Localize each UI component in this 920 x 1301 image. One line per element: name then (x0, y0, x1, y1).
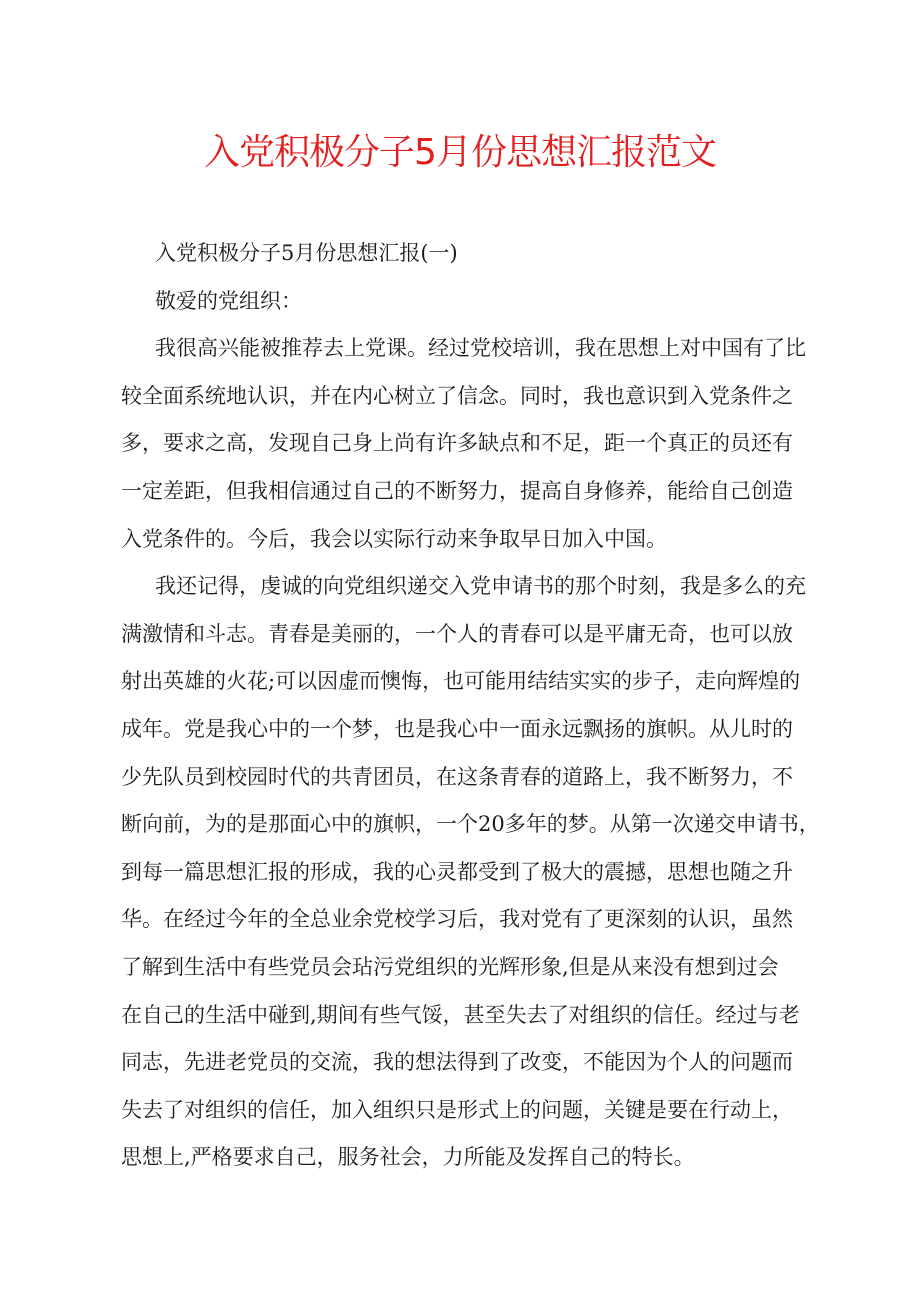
document-title: 入党积极分子5月份思想汇报范文 (204, 132, 716, 173)
paragraph-1-line: 较全面系统地认识，并在内心树立了信念。同时，我也意识到入党条件之 (121, 383, 793, 408)
paragraph-1 (121, 325, 806, 563)
paragraph-2-line: 成年。党是我心中的一个梦，也是我心中一面永远飘扬的旗帜。从儿时的 (121, 716, 793, 741)
document-subtitle: 入党积极分子5月份思想汇报(一) (155, 241, 458, 265)
paragraph-2-line: 到每一篇思想汇报的形成，我的心灵都受到了极大的震撼，思想也随之升 (121, 859, 793, 884)
paragraph-2-line: 失去了对组织的信任，加入组织只是形式上的问题，关键是要在行动上， (121, 1097, 793, 1122)
paragraph-2 (121, 563, 820, 1182)
paragraph-2-line: 少先队员到校园时代的共青团员，在这条青春的道路上，我不断努力，不 (121, 764, 793, 789)
paragraph-2-line: 华。在经过今年的全总业余党校学习后，我对党有了更深刻的认识，虽然 (121, 907, 793, 932)
paragraph-1-line: 我很高兴能被推荐去上党课。经过党校培训，我在思想上对中国有了比 (155, 336, 806, 361)
paragraph-2-line: 射出英雄的火花;可以因虚而懊悔，也可能用结结实实的步子，走向辉煌的 (121, 669, 801, 694)
paragraph-1-line: 一定差距，但我相信通过自己的不断努力，提高自身修养，能给自己创造 (121, 478, 793, 503)
paragraph-2-line: 我还记得，虔诚的向党组织递交入党申请书的那个时刻，我是多么的充 (155, 574, 806, 599)
paragraph-2-line: 满激情和斗志。青春是美丽的，一个人的青春可以是平庸无奇，也可以放 (121, 621, 793, 646)
paragraph-2-line: 断向前，为的是那面心中的旗帜，一个20多年的梦。从第一次递交申请书， (121, 812, 820, 837)
paragraph-2-line: 在自己的生活中碰到,期间有些气馁，甚至失去了对组织的信任。经过与老 (121, 1002, 800, 1027)
salutation: 敬爱的党组织： (155, 288, 302, 313)
paragraph-2-line: 思想上,严格要求自己，服务社会，力所能及发挥自己的特长。 (121, 1145, 695, 1170)
document-body (121, 230, 820, 1182)
paragraph-1-line: 入党条件的。今后，我会以实际行动来争取早日加入中国。 (121, 526, 667, 551)
paragraph-2-line: 同志，先进老党员的交流，我的想法得到了改变，不能因为个人的问题而 (121, 1050, 793, 1075)
paragraph-1-line: 多，要求之高，发现自己身上尚有许多缺点和不足，距一个真正的员还有 (121, 431, 793, 456)
paragraph-2-line: 了解到生活中有些党员会玷污党组织的光辉形象,但是从来没有想到过会 (121, 954, 779, 979)
